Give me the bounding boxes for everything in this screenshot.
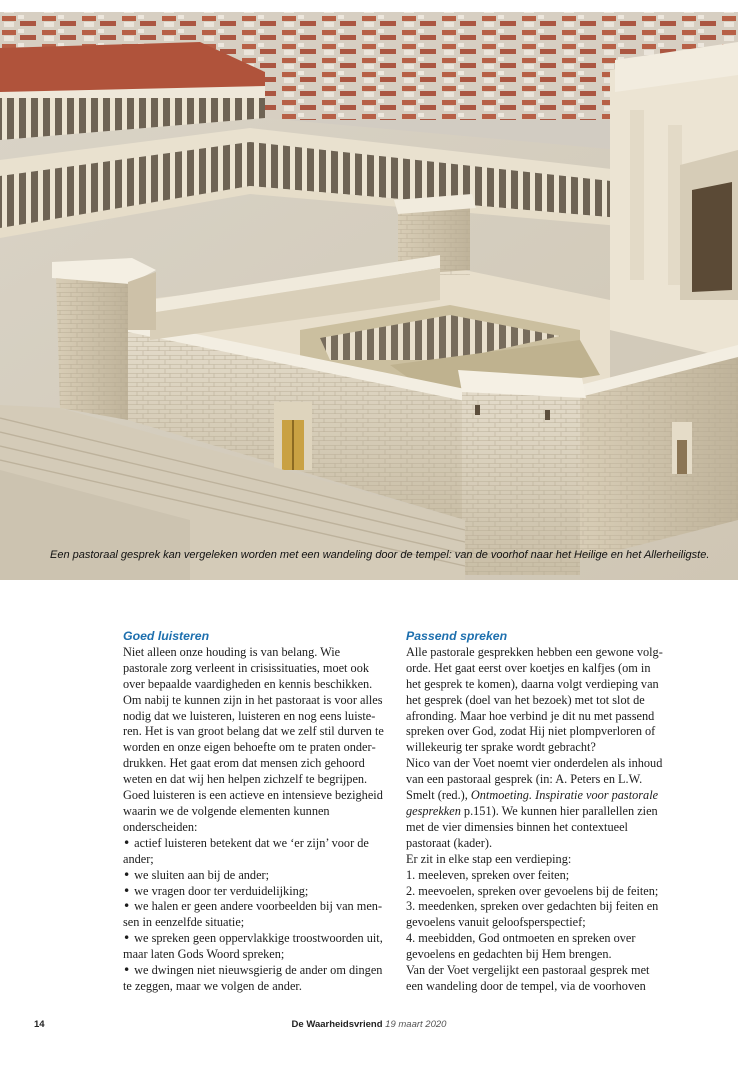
section-heading-goed-luisteren: Goed luisteren — [123, 629, 210, 643]
paragraph: Niet alleen onze houding is van belang. Wie pastorale zorg verleent in crisissituaties, moet ook over bepaalde vaardigheden en kennis beschikken. — [123, 644, 373, 691]
list-item: • we halen er geen andere voorbeelden bij van mensen in eenzelfde situatie; — [123, 899, 383, 930]
paragraph: Om nabij te kunnen zijn in het pastoraat is voor alles nodig dat we luisteren, luisteren en nog eens luisteren. Het is van groot belang dat we zelf stil durven te worden en onze eigen behoefte om te praten onderdrukken. Het gaat erom dat mensen zich gehoord weten en dat wij hen helpen zichzelf te begrijpen. — [123, 692, 384, 787]
paragraph: Van der Voet vergelijkt een pastoraal gesprek met een wandeling door de tempel, via de voorhoven — [406, 963, 650, 993]
list-item: 4. meebidden, God ontmoeten en spreken over gevoelens en gedachten bij Hem brengen. — [406, 931, 636, 962]
photo-caption: Een pastoraal gesprek kan vergeleken worden met een wandeling door de tempel: van de voorhof naar het Heilige en het Allerheiligste. — [50, 549, 710, 561]
conversation-steps-list — [406, 868, 668, 963]
right-column — [406, 629, 668, 995]
publication-line — [0, 1019, 738, 1030]
list-item: • we dwingen niet nieuwsgierig de ander om dingen te zeggen, maar we volgen de ander. — [123, 963, 383, 993]
list-item: • we vragen door ter verduidelijking; — [123, 883, 309, 898]
book-title: Ontmoeting. Inspiratie voor pastorale gesprekken — [406, 788, 659, 818]
left-column — [123, 629, 385, 995]
page-footer — [0, 1019, 738, 1033]
listening-elements-list — [123, 836, 385, 995]
section-heading-passend-spreken: Passend spreken — [406, 629, 508, 643]
paragraph: Er zit in elke stap een verdieping: — [406, 851, 572, 866]
list-item: 1. meeleven, spreken over feiten; — [406, 867, 570, 882]
page-number: 14 — [34, 1019, 45, 1030]
paragraph-with-citation: Nico van der Voet noemt vier onderdelen als inhoud van een pastoraal gesprek (in: A. Peters en L.W. Smelt (red.), Ontmoeting. Inspiratie voor pastorale gesprekken p.151). We kunnen hier parallellen zien met de vier dimensies binnen het contextueel pastoraat (kader). — [406, 756, 663, 850]
list-item: 3. meedenken, spreken over gedachten bij feiten en gevoelens vanuit geloofsperspectief; — [406, 899, 659, 930]
paragraph: Alle pastorale gesprekken hebben een gewone volgorde. Het gaat eerst over koetjes en kalfjes (om in het gesprek te komen), daarna volgt verdieping van het gesprek (doel van het bezoek) met tot slot de afronding. Maar hoe verbind je dit nu met passend spreken over God, zodat Hij niet plompverloren of willekeurig ter sprake wordt gebracht? — [406, 644, 663, 755]
list-item: • we spreken geen oppervlakkige troostwoorden uit, maar laten Gods Woord spreken; — [123, 931, 383, 962]
list-item: • actief luisteren betekent dat we ‘er zijn’ voor de ander; — [123, 835, 369, 866]
list-item: 2. meevoelen, spreken over gevoelens bij de feiten; — [406, 883, 659, 898]
publication-date: 19 maart 2020 — [385, 1019, 447, 1030]
list-item: • we sluiten aan bij de ander; — [123, 867, 270, 882]
paragraph: Goed luisteren is een actieve en intensieve bezigheid waarin we de volgende elementen kunnen onderscheiden: — [123, 788, 383, 834]
publication-name: De Waarheidsvriend — [291, 1019, 383, 1030]
